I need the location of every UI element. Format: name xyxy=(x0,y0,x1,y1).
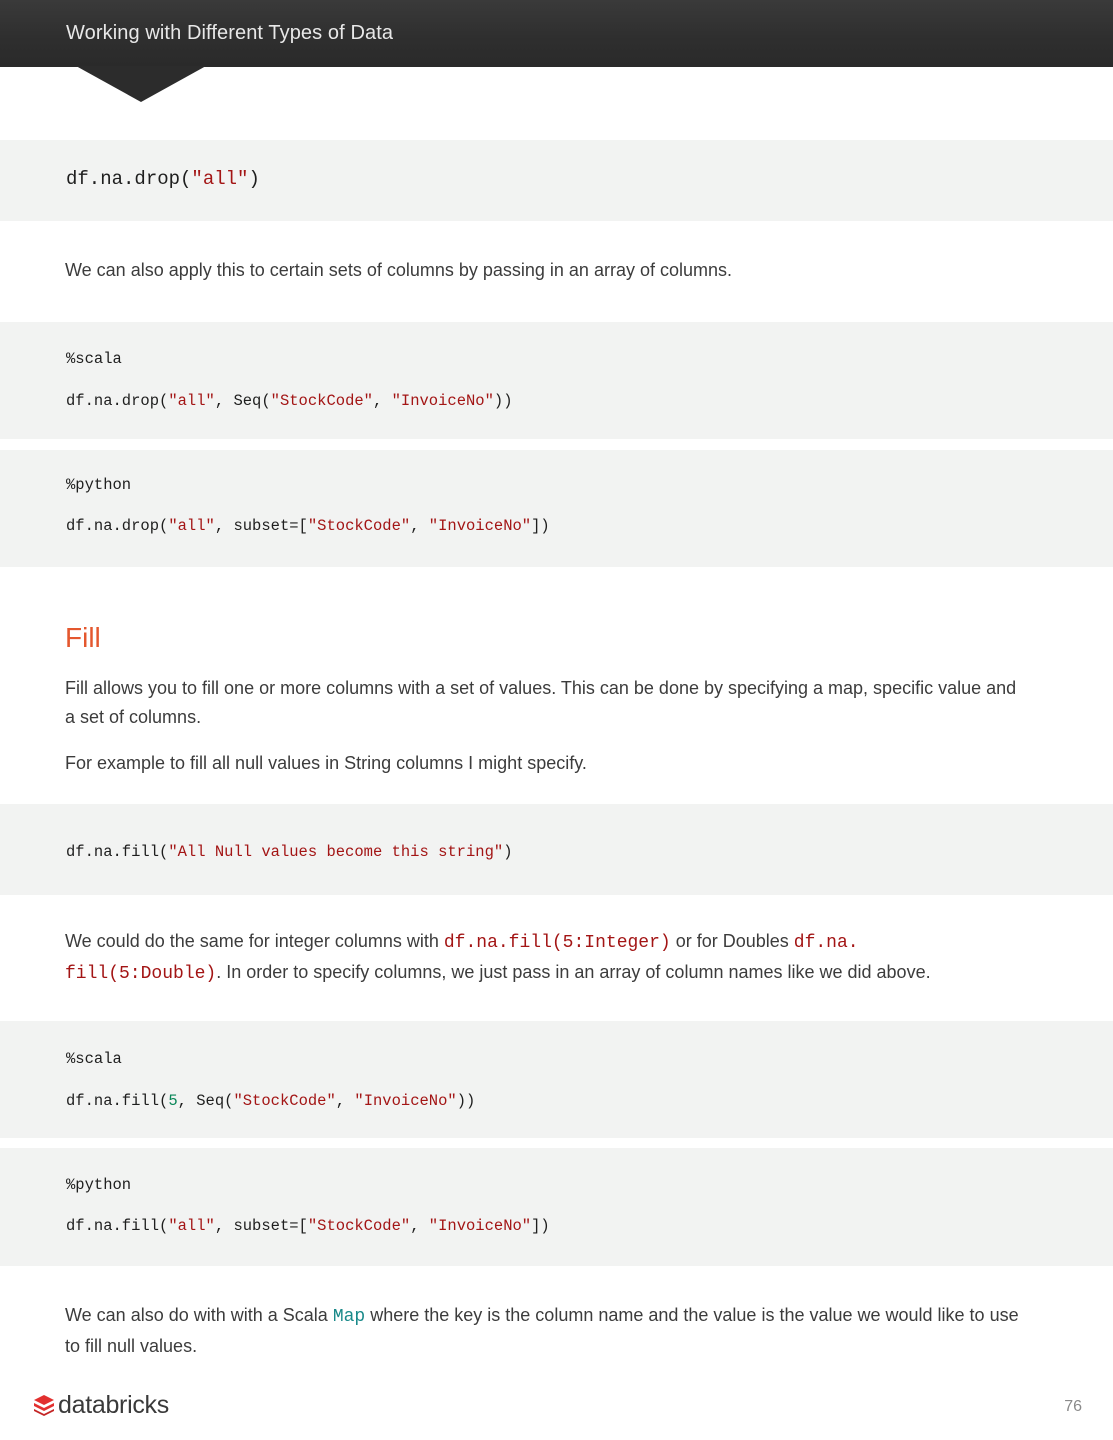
inline-code: df.na. xyxy=(793,933,859,953)
paragraph-fill-integer xyxy=(65,927,1025,989)
code-token: df.na.fill( xyxy=(66,1092,169,1110)
code-block-fill-string xyxy=(0,804,1113,895)
code-token: , xyxy=(410,517,429,535)
databricks-logo xyxy=(33,1390,169,1420)
code-token: , xyxy=(410,1217,429,1235)
text-run: We could do the same for integer columns with xyxy=(65,931,444,951)
code-string: "all" xyxy=(168,517,215,535)
code-line xyxy=(66,517,550,535)
databricks-logo-icon xyxy=(33,1394,55,1416)
code-token: ]) xyxy=(531,517,550,535)
code-string: "all" xyxy=(168,392,215,410)
code-string: "StockCode" xyxy=(233,1092,336,1110)
code-line xyxy=(66,1092,475,1110)
code-string: "StockCode" xyxy=(270,392,373,410)
code-block-drop-all xyxy=(0,140,1113,221)
header-notch xyxy=(76,66,206,102)
code-line xyxy=(66,1217,550,1235)
code-block-python-drop xyxy=(0,450,1113,567)
code-string: "StockCode" xyxy=(307,1217,411,1235)
code-string: "all" xyxy=(191,168,249,190)
paragraph-columns-array: We can also apply this to certain sets of columns by passing in an array of columns. xyxy=(65,260,732,280)
paragraph-fill-description: Fill allows you to fill one or more columns with a set of values. This can be done by specifying a map, specific value and a set of columns. xyxy=(65,678,1017,727)
code-token: , Seq( xyxy=(177,1092,234,1110)
inline-code: Map xyxy=(332,1307,366,1327)
text-run: or for Doubles xyxy=(670,931,794,951)
code-block-scala-fill xyxy=(0,1021,1113,1138)
code-token: ]) xyxy=(531,1217,550,1235)
code-token: )) xyxy=(456,1092,476,1110)
code-token: df.na.drop( xyxy=(66,168,192,190)
text-run: We can also do with with a Scala xyxy=(65,1305,333,1325)
code-line xyxy=(66,843,513,861)
code-token: , Seq( xyxy=(214,392,271,410)
code-number: 5 xyxy=(168,1092,178,1110)
paragraph-fill-example: For example to fill all null values in String columns I might specify. xyxy=(65,753,587,773)
code-block-scala-drop xyxy=(0,322,1113,439)
code-token: , subset=[ xyxy=(214,517,308,535)
code-token: , subset=[ xyxy=(214,1217,308,1235)
code-line xyxy=(66,168,260,190)
section-heading-fill: Fill xyxy=(65,622,101,653)
code-string: "InvoiceNo" xyxy=(428,517,532,535)
code-token: df.na.fill( xyxy=(66,1217,169,1235)
code-line xyxy=(66,392,513,410)
code-lang-label: %python xyxy=(66,476,132,494)
code-token: ) xyxy=(248,168,260,190)
code-string: "All Null values become this string" xyxy=(168,843,504,861)
code-token: )) xyxy=(493,392,513,410)
code-string: "InvoiceNo" xyxy=(391,392,494,410)
code-token: df.na.drop( xyxy=(66,517,169,535)
code-token: ) xyxy=(503,843,513,861)
code-lang-label: %scala xyxy=(66,350,122,368)
text-run: . In order to specify columns, we just pass in an array of column names like we did above. xyxy=(216,962,931,982)
code-string: "InvoiceNo" xyxy=(354,1092,457,1110)
code-string: "all" xyxy=(168,1217,215,1235)
code-lang-label: %python xyxy=(66,1176,132,1194)
header-title: Working with Different Types of Data xyxy=(66,22,394,44)
inline-code: fill(5:Double) xyxy=(65,964,217,984)
code-token: df.na.drop( xyxy=(66,392,169,410)
page-number: 76 xyxy=(1064,1398,1082,1415)
page-header xyxy=(0,0,1113,67)
code-lang-label: %scala xyxy=(66,1050,122,1068)
code-block-python-fill xyxy=(0,1148,1113,1266)
paragraph-scala-map xyxy=(65,1301,1025,1361)
code-token: , xyxy=(372,392,392,410)
code-token: df.na.fill( xyxy=(66,843,169,861)
code-string: "StockCode" xyxy=(307,517,411,535)
text-run: where the key is the column name and the value is the value we would like to use to fill null values. xyxy=(65,1305,1019,1356)
code-token: , xyxy=(335,1092,355,1110)
inline-code: df.na.fill(5:Integer) xyxy=(443,933,671,953)
logo-wordmark: databricks xyxy=(58,1390,169,1419)
code-string: "InvoiceNo" xyxy=(428,1217,532,1235)
